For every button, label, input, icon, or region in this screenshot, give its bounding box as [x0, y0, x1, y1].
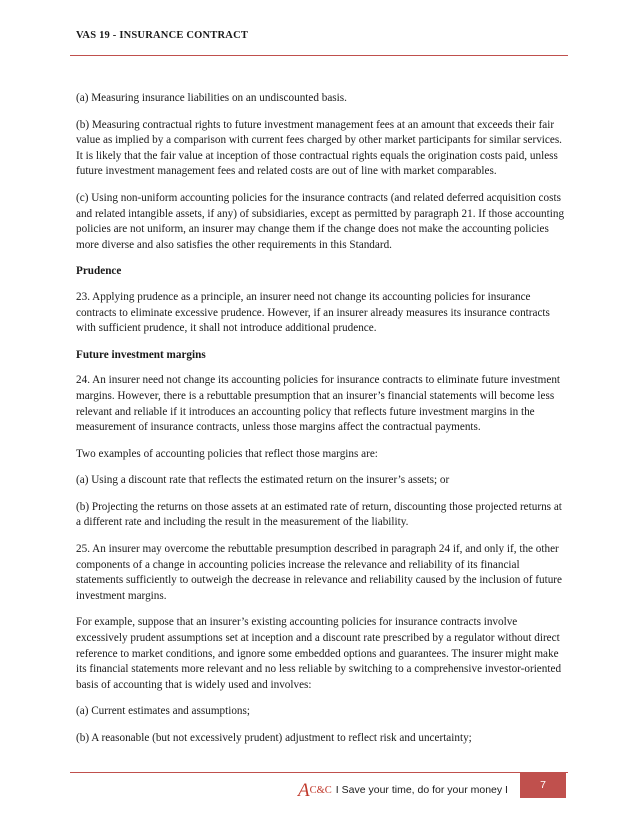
paragraph-example-a: (a) Using a discount rate that reflects the estimated return on the insurer’s assets; or: [76, 474, 450, 487]
paragraph-example-b: (b) Projecting the returns on those assets at an estimated rate of return, discounting those projected returns at a different rate and including the result in the measurement of the liability.: [76, 500, 562, 529]
logo-icon: A: [298, 779, 310, 801]
page-number: 7: [540, 779, 546, 791]
document-header-title: VAS 19 - INSURANCE CONTRACT: [76, 30, 249, 41]
paragraph-list-b: (b) A reasonable (but not excessively prudent) adjustment to reflect risk and uncertainty;: [76, 732, 472, 744]
header-divider: [70, 55, 568, 56]
paragraph-25: 25. An insurer may overcome the rebuttable presumption described in paragraph 24 if, and only if, the other components of a change in accounting policies increase the relevance and reliability of its financial statements sufficiently to outweigh the decrease in relevance and reliability caused by the inclusion of future investment margins.: [76, 543, 562, 602]
paragraph-a-undiscounted: (a) Measuring insurance liabilities on an undiscounted basis.: [76, 92, 347, 104]
paragraph-examples-intro: Two examples of accounting policies that reflect those margins are:: [76, 447, 378, 460]
section-heading-prudence: Prudence: [76, 265, 122, 278]
logo-text: C&C: [309, 784, 332, 796]
footer-tagline: I Save your time, do for your money I: [335, 784, 508, 796]
footer: [298, 779, 508, 801]
paragraph-b-investment-fees: (b) Measuring contractual rights to future investment management fees at an amount that exceeds their fair value as implied by a comparison with current fees charged by other market participants for similar services. It is likely that the fair value at inception of those contractual rights equals the origination costs paid, unless future investment management fees and related costs are out of line with market comparables.: [76, 118, 562, 178]
document-body: [76, 91, 568, 758]
paragraph-for-example: For example, suppose that an insurer’s existing accounting policies for insurance contracts involve excessively prudent assumptions set at inception and a discount rate prescribed by a regulator without direct reference to market conditions, and ignore some embedded options and guarantees. The insurer might make its financial statements more relevant and no less reliable by switching to a comprehensive investor-oriented basis of accounting that is widely used and involves:: [76, 616, 562, 691]
paragraph-list-a: (a) Current estimates and assumptions;: [76, 705, 250, 718]
page-number-badge: [520, 772, 566, 798]
paragraph-23: 23. Applying prudence as a principle, an insurer need not change its accounting policies for insurance contracts to eliminate excessive prudence. However, if an insurer already measures its insurance contracts with sufficient prudence, it shall not introduce additional prudence.: [76, 290, 550, 335]
paragraph-24: 24. An insurer need not change its accounting policies for insurance contracts to eliminate future investment margins. However, there is a rebuttable presumption that an insurer’s financial statements will become less relevant and reliable if it introduces an accounting policy that reflects future investment margins in the measurement of insurance contracts, unless those margins affect the contractual payments.: [76, 374, 561, 434]
paragraph-c-non-uniform-policies: (c) Using non-uniform accounting policies for the insurance contracts (and related deferred acquisition costs and related intangible assets, if any) of subsidiaries, except as permitted by paragraph 21. If those accounting policies are not uniform, an insurer may change them if the change does not make the accounting policies more diverse and also satisfies the other requirements in this Standard.: [76, 191, 565, 251]
footer-divider: [70, 772, 568, 773]
section-heading-future-investment-margins: Future investment margins: [76, 348, 206, 361]
